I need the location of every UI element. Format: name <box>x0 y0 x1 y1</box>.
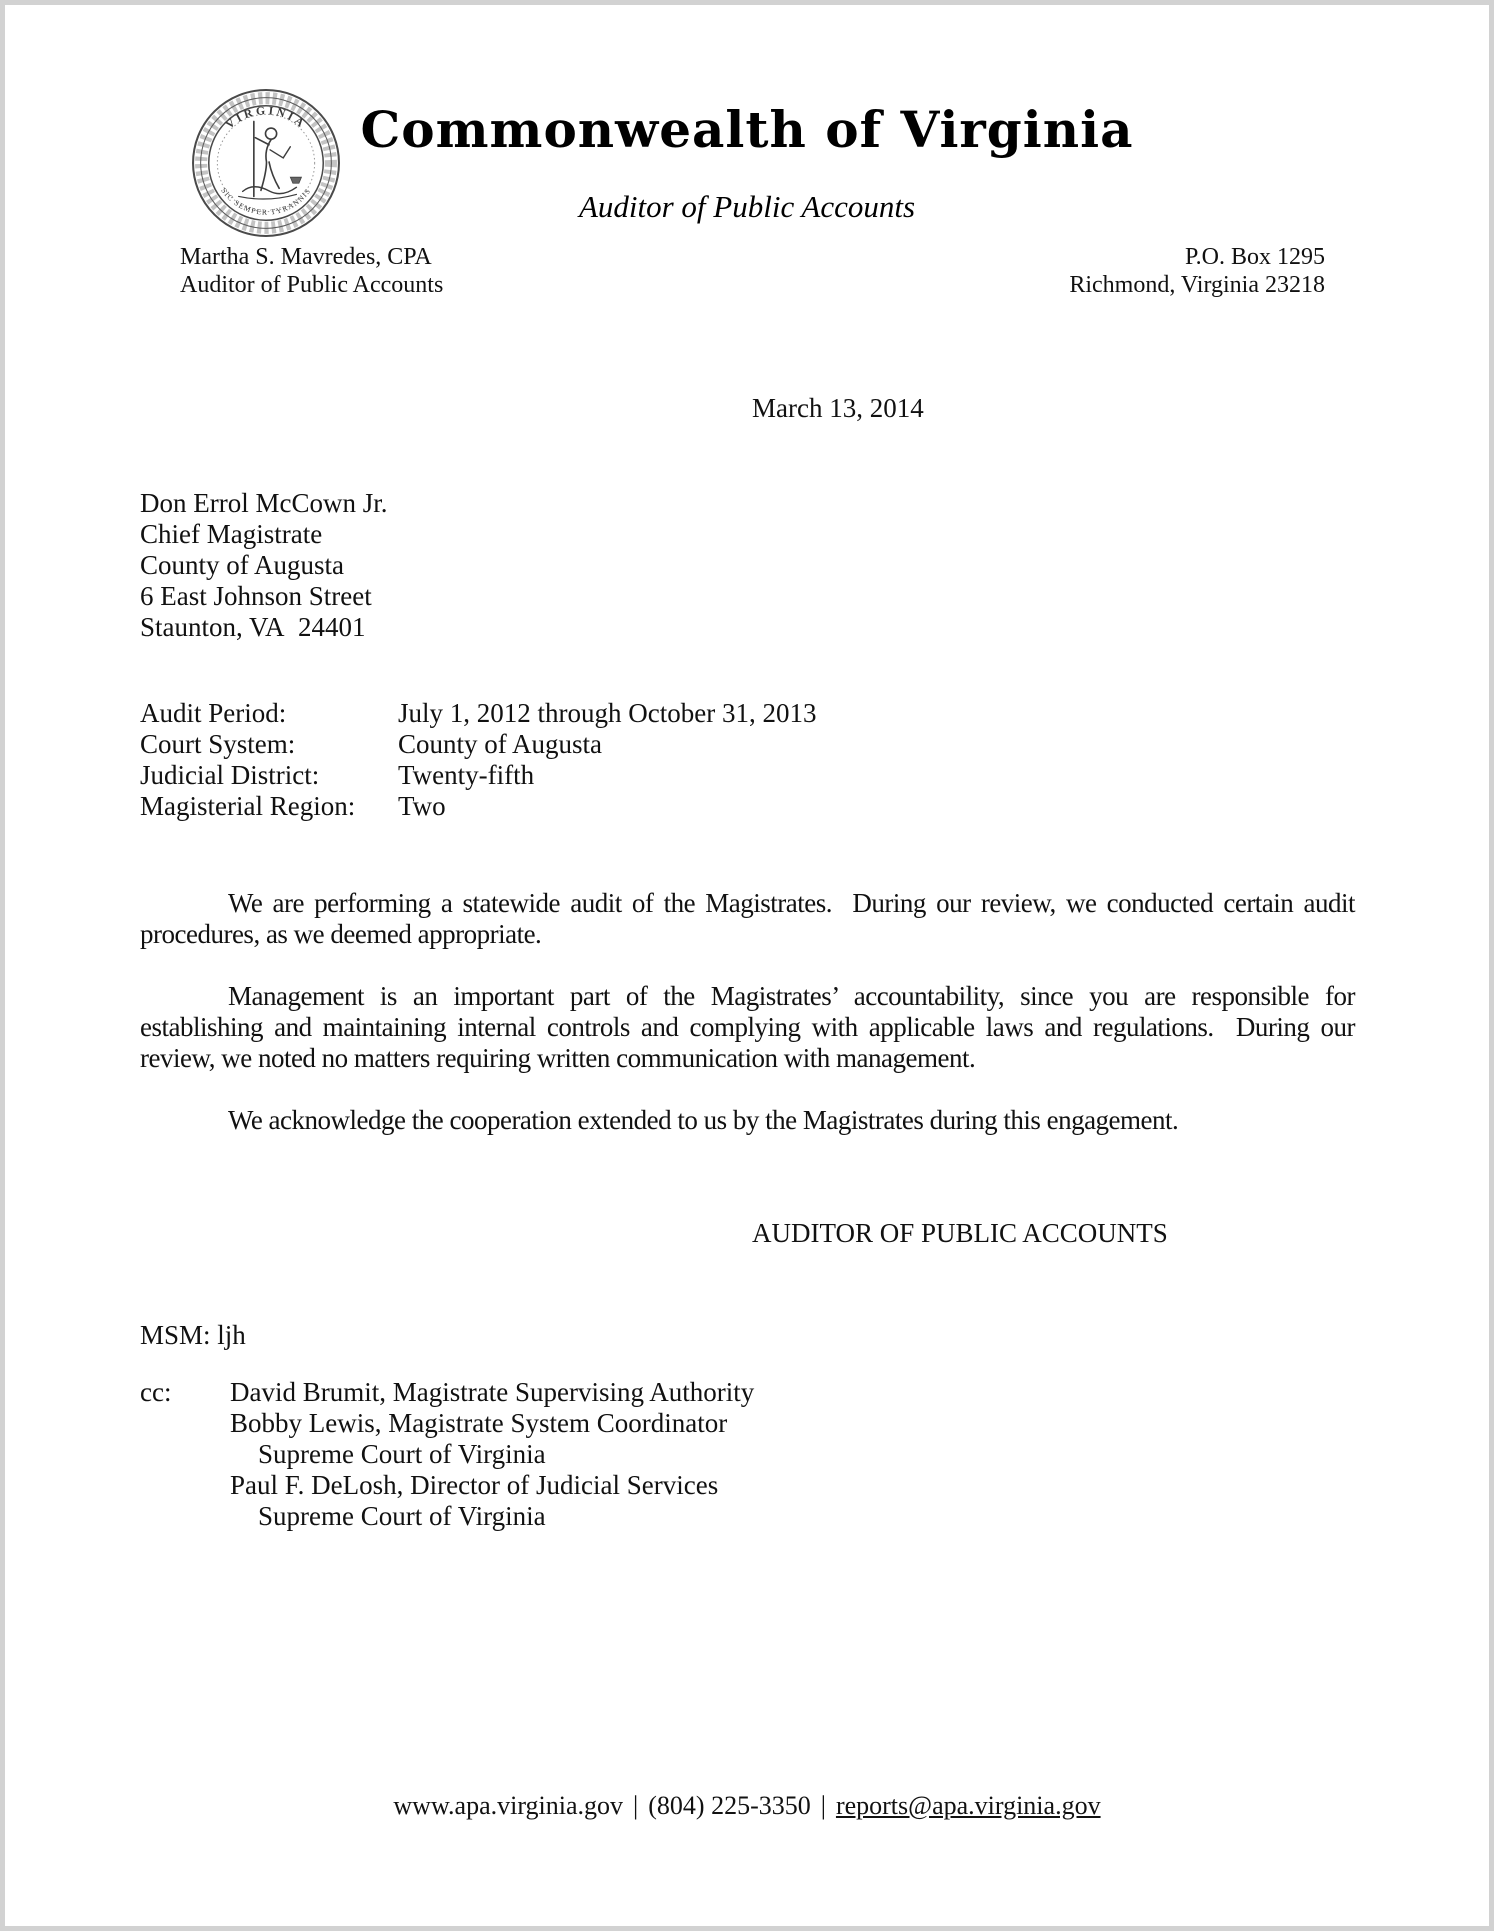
cc-entry: Paul F. DeLosh, Director of Judicial Services <box>230 1470 719 1500</box>
signature-org-name: AUDITOR OF PUBLIC ACCOUNTS <box>752 1218 1168 1248</box>
footer-email-link[interactable]: reports@apa.virginia.gov <box>835 1791 1101 1820</box>
recipient-title: Chief Magistrate <box>140 519 323 549</box>
recipient-org: County of Augusta <box>140 550 345 580</box>
cc-entry: David Brumit, Magistrate Supervising Authority <box>230 1377 755 1407</box>
footer-website: www.apa.virginia.gov <box>393 1791 624 1820</box>
body-paragraph-3: We acknowledge the cooperation extended to us by the Magistrates during this engagement. <box>228 1105 1179 1135</box>
cc-block <box>140 1377 754 1532</box>
audit-detail-row <box>140 791 816 822</box>
letter-date: March 13, 2014 <box>752 393 924 423</box>
recipient-city-state-zip: Staunton, VA 24401 <box>140 612 366 642</box>
audit-detail-row <box>140 760 816 791</box>
audit-detail-row <box>140 729 816 760</box>
judicial-district-value: Twenty-fifth <box>398 760 535 790</box>
official-contact-block <box>180 243 443 299</box>
cc-entry-suborg: Supreme Court of Virginia <box>258 1501 546 1531</box>
audit-period-label: Audit Period: <box>140 698 287 728</box>
letter-body <box>140 888 1355 1167</box>
recipient-name: Don Errol McCown Jr. <box>140 488 388 518</box>
recipient-street: 6 East Johnson Street <box>140 581 372 611</box>
reference-initials: MSM: ljh <box>140 1320 246 1350</box>
seal-top-text: VIRGINIA <box>223 104 309 132</box>
cc-entries <box>230 1377 754 1532</box>
footer-phone: (804) 225-3350 <box>648 1791 811 1820</box>
footer-separator: | <box>820 1791 826 1820</box>
court-system-label: Court System: <box>140 729 296 759</box>
office-address-block <box>1069 243 1325 299</box>
body-paragraph-1: We are performing a statewide audit of the Magistrates. During our review, we conducted certain audit procedures, as we deemed appropriate. <box>140 888 1355 949</box>
footer-separator: | <box>633 1791 639 1820</box>
official-name: Martha S. Mavredes, CPA <box>180 244 432 270</box>
official-title: Auditor of Public Accounts <box>180 272 444 298</box>
address-line-2: Richmond, Virginia 23218 <box>1069 272 1325 298</box>
cc-entry-suborg: Supreme Court of Virginia <box>258 1439 546 1469</box>
seal-bottom-text: SIC SEMPER TYRANNIS <box>219 186 313 217</box>
audit-details-block <box>140 698 816 822</box>
body-paragraph-2: Management is an important part of the Magistrates’ accountability, since you are responsible for establishing and maintaining internal controls and complying with applicable laws and regulations. During our review, we noted no matters requiring written communication with management. <box>140 981 1355 1073</box>
audit-detail-row <box>140 698 816 729</box>
judicial-district-label: Judicial District: <box>140 760 320 790</box>
address-line-1: P.O. Box 1295 <box>1184 244 1325 270</box>
audit-period-value: July 1, 2012 through October 31, 2013 <box>398 698 817 728</box>
magisterial-region-value: Two <box>398 791 446 821</box>
court-system-value: County of Augusta <box>398 729 603 759</box>
organization-title: Commonwealth of Virginia <box>360 100 1134 159</box>
magisterial-region-label: Magisterial Region: <box>140 791 356 821</box>
page-footer <box>5 1790 1489 1821</box>
cc-entry: Bobby Lewis, Magistrate System Coordinator <box>230 1408 728 1438</box>
cc-label: cc: <box>140 1377 172 1407</box>
organization-subtitle: Auditor of Public Accounts <box>578 189 916 224</box>
recipient-address-block <box>140 488 387 643</box>
